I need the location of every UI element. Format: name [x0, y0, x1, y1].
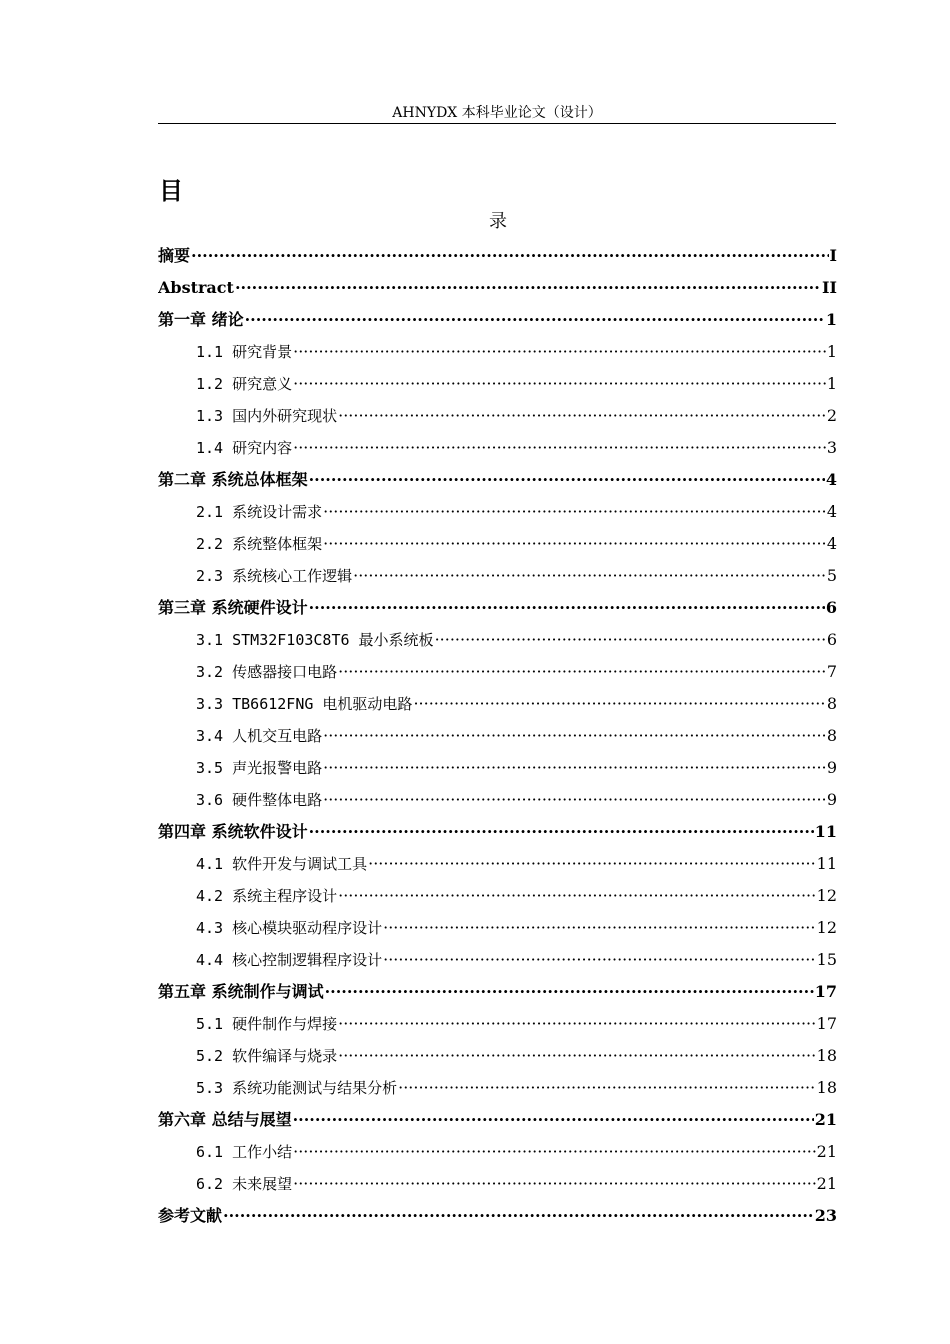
- toc-section-entry[interactable]: [158, 528, 837, 560]
- toc-entry-page-number: 17: [816, 1014, 837, 1033]
- toc-entry-page-number: 3: [826, 438, 837, 457]
- toc-entry-page-number: 8: [826, 726, 837, 745]
- toc-dot-leader: [338, 1040, 816, 1072]
- toc-entry-page-number: 17: [814, 982, 837, 1001]
- toc-entry-page-number: 9: [826, 758, 837, 777]
- toc-section-entry[interactable]: [158, 1008, 837, 1040]
- toc-dot-leader: [309, 816, 814, 848]
- toc-dot-leader: [338, 656, 826, 688]
- toc-entry-label: 摘要: [158, 246, 191, 265]
- toc-section-entry[interactable]: [158, 944, 837, 976]
- toc-section-entry[interactable]: [158, 688, 837, 720]
- toc-section-entry[interactable]: [158, 880, 837, 912]
- toc-chapter-entry[interactable]: [158, 304, 837, 336]
- toc-entry-label: 第四章 系统软件设计: [158, 822, 308, 841]
- toc-chapter-entry[interactable]: [158, 272, 837, 304]
- toc-dot-leader: [338, 1008, 816, 1040]
- toc-entry-label: 第五章 系统制作与调试: [158, 982, 324, 1001]
- toc-dot-leader: [338, 400, 826, 432]
- toc-entry-page-number: 9: [826, 790, 837, 809]
- toc-section-entry[interactable]: [158, 432, 837, 464]
- toc-dot-leader: [309, 464, 825, 496]
- toc-dot-leader: [353, 560, 826, 592]
- toc-entry-page-number: 21: [814, 1110, 837, 1129]
- toc-title-part1: 目: [159, 177, 183, 205]
- toc-entry-label: 4.1 软件开发与调试工具: [196, 855, 368, 873]
- toc-entry-label: 参考文献: [158, 1206, 223, 1225]
- toc-entry-page-number: II: [822, 278, 837, 297]
- toc-entry-page-number: 7: [826, 662, 837, 681]
- table-of-contents: [158, 240, 837, 1232]
- toc-dot-leader: [323, 752, 826, 784]
- toc-entry-label: 4.4 核心控制逻辑程序设计: [196, 951, 383, 969]
- toc-entry-page-number: 12: [816, 886, 837, 905]
- toc-dot-leader: [191, 240, 829, 272]
- toc-entry-page-number: 12: [816, 918, 837, 937]
- toc-dot-leader: [323, 496, 826, 528]
- toc-entry-page-number: 2: [826, 406, 837, 425]
- toc-entry-label: 3.1 STM32F103C8T6 最小系统板: [196, 631, 434, 649]
- toc-dot-leader: [323, 528, 826, 560]
- toc-chapter-entry[interactable]: [158, 1104, 837, 1136]
- toc-dot-leader: [413, 688, 825, 720]
- toc-entry-page-number: 21: [816, 1174, 837, 1193]
- toc-section-entry[interactable]: [158, 336, 837, 368]
- toc-section-entry[interactable]: [158, 400, 837, 432]
- toc-entry-label: Abstract: [158, 278, 234, 297]
- toc-section-entry[interactable]: [158, 560, 837, 592]
- toc-chapter-entry[interactable]: [158, 592, 837, 624]
- toc-entry-label: 3.6 硬件整体电路: [196, 791, 323, 809]
- toc-dot-leader: [325, 976, 814, 1008]
- toc-entry-label: 3.3 TB6612FNG 电机驱动电路: [196, 695, 413, 713]
- toc-entry-page-number: 11: [814, 822, 837, 841]
- toc-entry-page-number: 18: [816, 1046, 837, 1065]
- toc-entry-page-number: 6: [825, 598, 837, 617]
- toc-entry-label: 1.3 国内外研究现状: [196, 407, 338, 425]
- toc-entry-label: 4.3 核心模块驱动程序设计: [196, 919, 383, 937]
- toc-dot-leader: [338, 880, 816, 912]
- toc-dot-leader: [383, 912, 816, 944]
- toc-section-entry[interactable]: [158, 784, 837, 816]
- toc-dot-leader: [293, 336, 826, 368]
- toc-entry-label: 3.4 人机交互电路: [196, 727, 323, 745]
- toc-section-entry[interactable]: [158, 720, 837, 752]
- toc-entry-label: 6.2 未来展望: [196, 1175, 293, 1193]
- toc-entry-page-number: 1: [826, 342, 837, 361]
- toc-section-entry[interactable]: [158, 1040, 837, 1072]
- toc-section-entry[interactable]: [158, 912, 837, 944]
- toc-dot-leader: [235, 272, 821, 304]
- toc-title-part2: 录: [489, 211, 507, 232]
- toc-entry-page-number: 15: [816, 950, 837, 969]
- toc-section-entry[interactable]: [158, 624, 837, 656]
- toc-section-entry[interactable]: [158, 656, 837, 688]
- toc-chapter-entry[interactable]: [158, 240, 837, 272]
- toc-entry-page-number: 1: [825, 310, 837, 329]
- toc-entry-label: 第三章 系统硬件设计: [158, 598, 308, 617]
- toc-entry-page-number: 18: [816, 1078, 837, 1097]
- toc-entry-label: 1.1 研究背景: [196, 343, 293, 361]
- toc-dot-leader: [223, 1200, 814, 1232]
- toc-entry-label: 4.2 系统主程序设计: [196, 887, 338, 905]
- toc-dot-leader: [293, 1168, 816, 1200]
- toc-entry-label: 5.3 系统功能测试与结果分析: [196, 1079, 398, 1097]
- toc-section-entry[interactable]: [158, 368, 837, 400]
- toc-chapter-entry[interactable]: [158, 464, 837, 496]
- toc-dot-leader: [398, 1072, 816, 1104]
- toc-entry-label: 3.5 声光报警电路: [196, 759, 323, 777]
- toc-dot-leader: [323, 720, 826, 752]
- toc-entry-page-number: 11: [816, 854, 837, 873]
- toc-dot-leader: [435, 624, 826, 656]
- toc-chapter-entry[interactable]: [158, 816, 837, 848]
- toc-entry-label: 3.2 传感器接口电路: [196, 663, 338, 681]
- toc-entry-page-number: 23: [814, 1206, 837, 1225]
- toc-dot-leader: [293, 432, 826, 464]
- toc-entry-page-number: 6: [826, 630, 837, 649]
- toc-dot-leader: [323, 784, 826, 816]
- toc-dot-leader: [293, 368, 826, 400]
- toc-entry-page-number: 5: [826, 566, 837, 585]
- toc-dot-leader: [383, 944, 816, 976]
- toc-entry-page-number: 4: [826, 534, 837, 553]
- page-header: AHNYDX 本科毕业论文（设计）: [392, 105, 602, 121]
- toc-entry-label: 2.2 系统整体框架: [196, 535, 323, 553]
- toc-dot-leader: [293, 1104, 814, 1136]
- toc-entry-label: 1.4 研究内容: [196, 439, 293, 457]
- toc-entry-page-number: 1: [826, 374, 837, 393]
- toc-entry-label: 6.1 工作小结: [196, 1143, 293, 1161]
- toc-section-entry[interactable]: [158, 752, 837, 784]
- toc-entry-label: 5.2 软件编译与烧录: [196, 1047, 338, 1065]
- toc-dot-leader: [245, 304, 825, 336]
- toc-chapter-entry[interactable]: [158, 976, 837, 1008]
- toc-entry-page-number: 4: [825, 470, 837, 489]
- toc-entry-page-number: 8: [826, 694, 837, 713]
- toc-section-entry[interactable]: [158, 1168, 837, 1200]
- toc-entry-label: 第二章 系统总体框架: [158, 470, 308, 489]
- toc-entry-label: 第一章 绪论: [158, 310, 244, 329]
- toc-section-entry[interactable]: [158, 496, 837, 528]
- toc-entry-label: 2.1 系统设计需求: [196, 503, 323, 521]
- toc-entry-label: 5.1 硬件制作与焊接: [196, 1015, 338, 1033]
- toc-section-entry[interactable]: [158, 1072, 837, 1104]
- toc-dot-leader: [368, 848, 816, 880]
- toc-entry-page-number: I: [829, 246, 837, 265]
- toc-section-entry[interactable]: [158, 1136, 837, 1168]
- toc-entry-label: 第六章 总结与展望: [158, 1110, 292, 1129]
- toc-dot-leader: [293, 1136, 816, 1168]
- toc-dot-leader: [309, 592, 825, 624]
- toc-section-entry[interactable]: [158, 848, 837, 880]
- toc-entry-page-number: 4: [826, 502, 837, 521]
- header-rule: [158, 123, 836, 124]
- toc-entry-label: 1.2 研究意义: [196, 375, 293, 393]
- toc-entry-page-number: 21: [816, 1142, 837, 1161]
- toc-entry-label: 2.3 系统核心工作逻辑: [196, 567, 353, 585]
- toc-chapter-entry[interactable]: [158, 1200, 837, 1232]
